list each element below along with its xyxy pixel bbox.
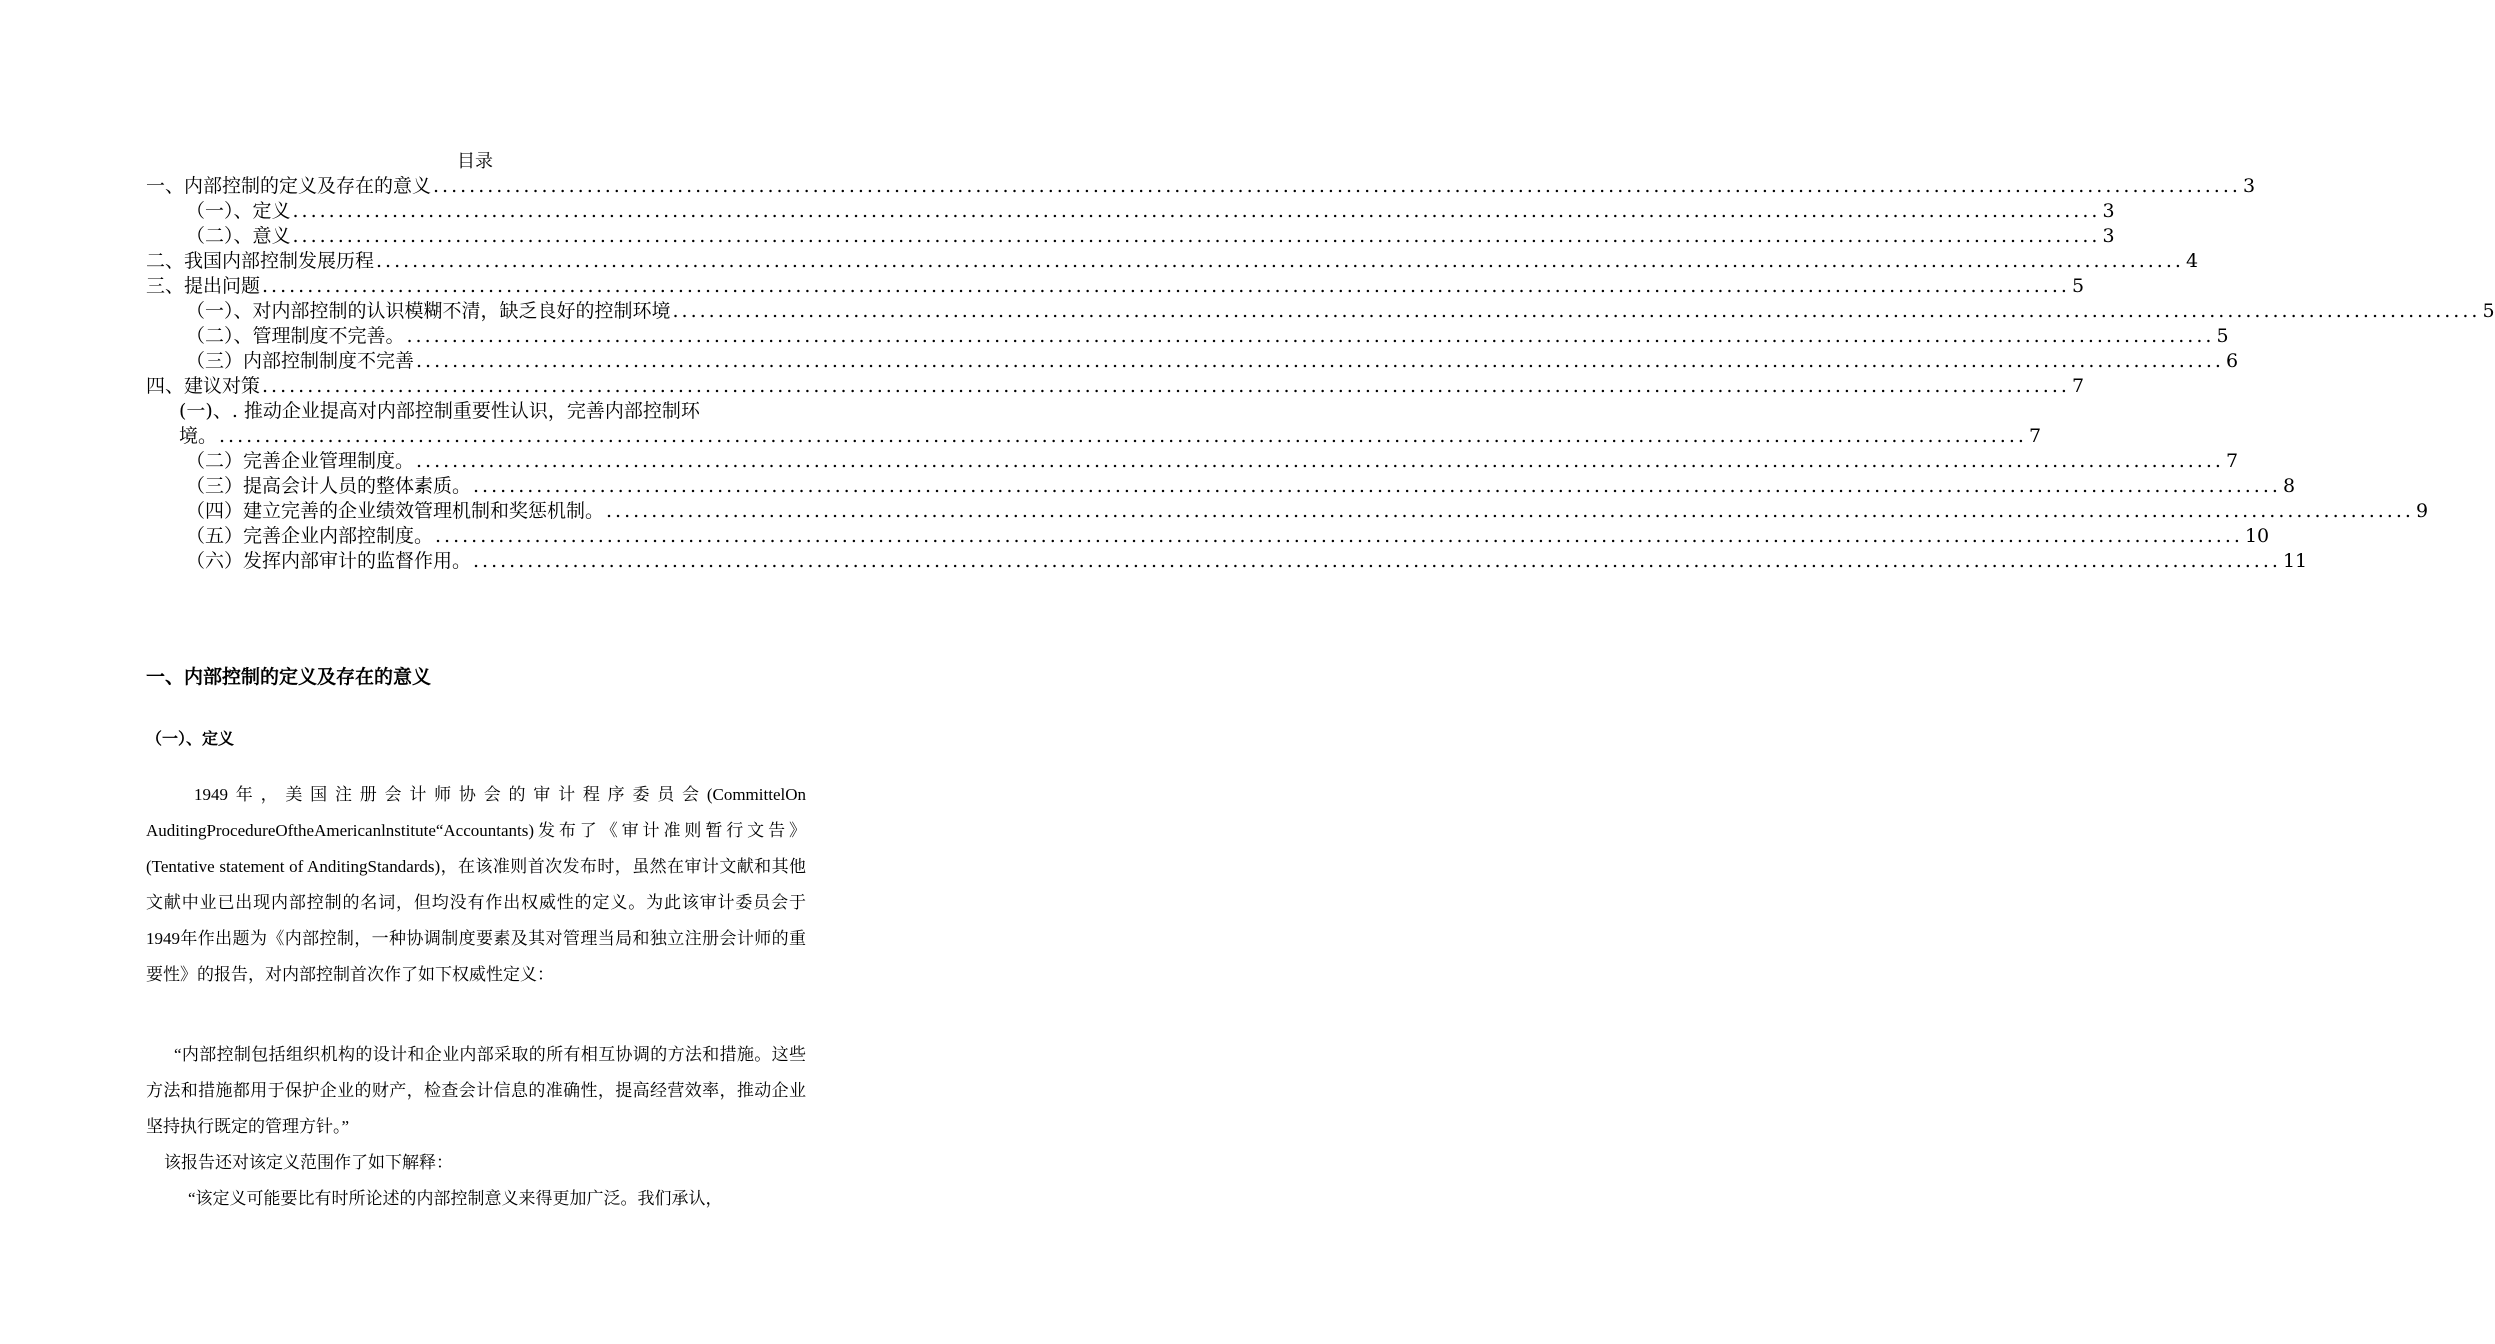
toc-title: 目录 bbox=[457, 151, 493, 172]
toc-entry[interactable] bbox=[146, 174, 2256, 199]
subsection-heading: （一）、定义 bbox=[146, 729, 235, 748]
toc-entry-text: （六）发挥内部审计的监督作用。 bbox=[186, 550, 472, 572]
toc-leader-dots: ........................................................................................................................................................................................................ bbox=[416, 450, 2224, 472]
toc-entry-text: (一)、. 推动企业提高对内部控制重要性认识，完善内部控制环 bbox=[179, 400, 700, 422]
toc-leader-dots: ........................................................................................................................................................................................................ bbox=[473, 475, 2281, 497]
toc-leader-dots: ........................................................................................................................................................................................................ bbox=[219, 425, 2027, 447]
toc-leader-dots: ........................................................................................................................................................................................................ bbox=[292, 200, 2101, 222]
quote-paragraph: “内部控制包括组织机构的设计和企业内部采取的所有相互协调的方法和措施。这些方法和措施都用于保护企业的财产，检查会计信息的准确性，提高经营效率，推动企业坚持执行既定的管理方针。” bbox=[146, 1045, 806, 1136]
body-paragraph: 1949年，美国注册会计师协会的审计程序委员会(CommittelOn AuditingProcedureOftheAmericanlnstitute“Accountants)发布了《审计准则暂行文告》(Tentative statement of AnditingStandards)，在该准则首次发布时，虽然在审计文献和其他文献中业已出现内部控制的名词，但均没有作出权威性的定义。为此该审计委员会于1949年作出题为《内部控制，一种协调制度要素及其对管理当局和独立注册会计师的重要性》的报告，对内部控制首次作了如下权威性定义： bbox=[146, 785, 806, 984]
toc-page-number: 5 bbox=[2216, 325, 2229, 347]
toc-entry[interactable] bbox=[146, 499, 2429, 524]
toc-page-number: 4 bbox=[2185, 250, 2199, 272]
toc-leader-dots: ........................................................................................................................................................................................................ bbox=[606, 500, 2414, 522]
toc-leader-dots: ........................................................................................................................................................................................................ bbox=[473, 550, 2281, 572]
toc-entry-text: （四）建立完善的企业绩效管理机制和奖惩机制。 bbox=[186, 500, 605, 522]
toc-entry-text: （一）、定义 bbox=[186, 200, 291, 222]
toc-page-number: 5 bbox=[2482, 300, 2495, 322]
toc-entry-text: （二）、管理制度不完善。 bbox=[186, 325, 405, 347]
toc-entry[interactable] bbox=[146, 349, 2239, 374]
toc-entry[interactable] bbox=[146, 474, 2296, 499]
toc-entry[interactable] bbox=[146, 524, 2270, 549]
toc-page-number: 10 bbox=[2244, 525, 2270, 547]
toc-entry-text: （三）内部控制制度不完善 bbox=[186, 350, 415, 372]
toc-entry-text: （五）完善企业内部控制度。 bbox=[186, 525, 434, 547]
toc-leader-dots: ........................................................................................................................................................................................................ bbox=[433, 175, 2241, 197]
toc-page-number: 11 bbox=[2282, 550, 2308, 572]
toc-entry-text: （二）、意义 bbox=[186, 225, 291, 247]
toc-entry-text: （三）提高会计人员的整体素质。 bbox=[186, 475, 472, 497]
toc-page-number: 3 bbox=[2102, 200, 2115, 222]
toc-page-number: 7 bbox=[2028, 425, 2042, 447]
toc-entry[interactable] bbox=[146, 399, 806, 424]
toc-entry[interactable] bbox=[146, 249, 2199, 274]
toc-entry[interactable] bbox=[146, 324, 2229, 349]
toc-entry-text: 境。 bbox=[179, 425, 218, 447]
toc-entry-text: 三、提出问题 bbox=[146, 275, 261, 297]
toc-page-number: 8 bbox=[2282, 475, 2296, 497]
toc-entry[interactable] bbox=[146, 374, 2085, 399]
toc-entry[interactable] bbox=[146, 549, 2308, 574]
toc-leader-dots: ........................................................................................................................................................................................................ bbox=[672, 300, 2481, 322]
toc-page-number: 6 bbox=[2225, 350, 2239, 372]
toc-entry[interactable] bbox=[146, 274, 2085, 299]
toc-leader-dots: ........................................................................................................................................................................................................ bbox=[262, 275, 2070, 297]
toc-page-number: 3 bbox=[2242, 175, 2256, 197]
body-paragraph: 该报告还对该定义范围作了如下解释： bbox=[164, 1153, 453, 1172]
toc-entry[interactable] bbox=[146, 224, 2115, 249]
toc-leader-dots: ........................................................................................................................................................................................................ bbox=[376, 250, 2184, 272]
toc-entry[interactable] bbox=[146, 199, 2115, 224]
toc-entry-text: 一、内部控制的定义及存在的意义 bbox=[146, 175, 432, 197]
section-heading: 一、内部控制的定义及存在的意义 bbox=[146, 666, 432, 688]
toc-leader-dots: ........................................................................................................................................................................................................ bbox=[435, 525, 2243, 547]
toc-entry[interactable] bbox=[146, 449, 2239, 474]
toc-entry-text: 二、我国内部控制发展历程 bbox=[146, 250, 375, 272]
toc-page-number: 7 bbox=[2225, 450, 2239, 472]
toc-page-number: 5 bbox=[2071, 275, 2085, 297]
toc-entry-continuation[interactable] bbox=[146, 424, 2042, 449]
toc-page-number: 7 bbox=[2071, 375, 2085, 397]
toc-leader-dots: ........................................................................................................................................................................................................ bbox=[262, 375, 2070, 397]
toc-entry-text: （二）完善企业管理制度。 bbox=[186, 450, 415, 472]
toc-leader-dots: ........................................................................................................................................................................................................ bbox=[416, 350, 2224, 372]
toc-entry[interactable] bbox=[146, 299, 2495, 324]
toc-leader-dots: ........................................................................................................................................................................................................ bbox=[406, 325, 2215, 347]
toc-page-number: 3 bbox=[2102, 225, 2115, 247]
toc-page-number: 9 bbox=[2415, 500, 2429, 522]
toc-entry-text: （一）、对内部控制的认识模糊不清，缺乏良好的控制环境 bbox=[186, 300, 671, 322]
quote-paragraph: “该定义可能要比有时所论述的内部控制意义来得更加广泛。我们承认， bbox=[188, 1189, 723, 1208]
toc-entry-text: 四、建议对策 bbox=[146, 375, 261, 397]
table-of-contents bbox=[146, 174, 2495, 574]
toc-leader-dots: ........................................................................................................................................................................................................ bbox=[292, 225, 2101, 247]
